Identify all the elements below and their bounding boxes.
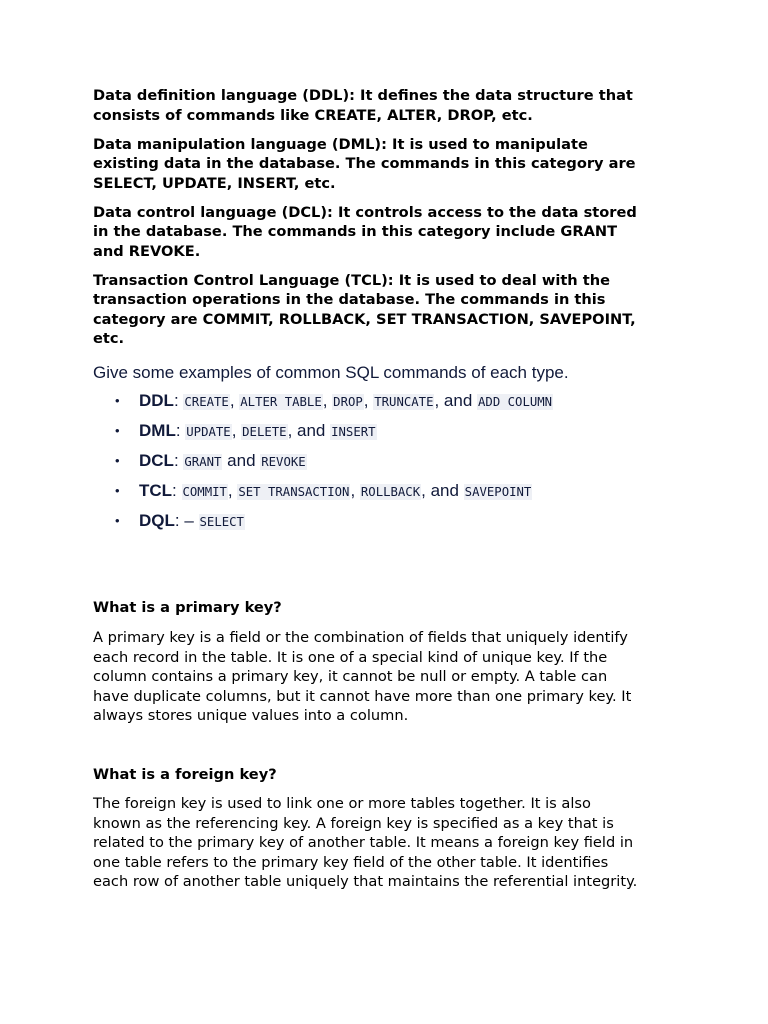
sql-command: SELECT xyxy=(199,514,244,529)
example-separator: : xyxy=(175,420,186,440)
sql-command: ADD COLUMN xyxy=(478,394,553,409)
example-item-dml xyxy=(115,420,673,442)
bullet-icon: • xyxy=(115,482,120,498)
example-separator: : xyxy=(173,390,184,410)
sql-command: GRANT xyxy=(184,454,222,469)
dcl-definition: Data control language (DCL): It controls access to the data stored in the database. The commands in this category include GRANT and REVOKE. xyxy=(93,203,637,260)
foreign-key-answer: The foreign key is used to link one or more tables together. It is also known as the referencing key. A foreign key is specified as a key that is related to the primary key of another table. It means a foreign key field in one table refers to the primary key field of the other table. It identifies each row of another table uniquely that maintains the referential integrity. xyxy=(93,795,638,890)
example-text: and xyxy=(222,450,261,470)
example-item-dcl xyxy=(115,450,673,472)
example-text: , and xyxy=(421,480,464,500)
sql-command: INSERT xyxy=(331,424,376,439)
example-term: DCL xyxy=(139,450,174,470)
bullet-icon: • xyxy=(115,392,120,408)
example-text: , and xyxy=(434,390,478,410)
example-text: , xyxy=(350,480,360,500)
example-term: TCL xyxy=(139,480,173,500)
foreign-key-question: What is a foreign key? xyxy=(93,766,277,783)
example-text: , and xyxy=(287,420,331,440)
bullet-icon: • xyxy=(115,422,120,438)
sql-command: SET TRANSACTION xyxy=(238,484,350,499)
bullet-icon: • xyxy=(115,452,120,468)
example-term: DML xyxy=(139,420,176,440)
example-text: – xyxy=(184,510,199,530)
example-separator: : xyxy=(174,510,185,530)
bullet-icon: • xyxy=(115,512,120,528)
document-page xyxy=(93,86,673,540)
tcl-definition: Transaction Control Language (TCL): It is used to deal with the transaction operations in the database. The commands in this category are COMMIT, ROLLBACK, SET TRANSACTION, SAVEPOINT, etc. xyxy=(93,271,636,347)
primary-key-question: What is a primary key? xyxy=(93,599,282,616)
example-text: , xyxy=(322,390,333,410)
sql-command: DELETE xyxy=(242,424,287,439)
example-separator: : xyxy=(172,480,182,500)
sql-command: ALTER TABLE xyxy=(240,394,322,409)
primary-key-answer: A primary key is a field or the combination of fields that uniquely identify each record in the table. It is one of a special kind of unique key. If the column contains a primary key, it cannot be null or empty. A table can have duplicate columns, but it cannot have more than one primary key. It always stores unique values into a column. xyxy=(93,629,632,724)
sql-command: REVOKE xyxy=(261,454,306,469)
example-item-ddl xyxy=(115,390,673,412)
sql-command: COMMIT xyxy=(182,484,227,499)
example-text: , xyxy=(231,420,242,440)
sql-command: CREATE xyxy=(184,394,229,409)
sql-command: SAVEPOINT xyxy=(464,484,532,499)
example-term: DDL xyxy=(139,390,174,410)
sql-command-examples-list xyxy=(93,390,673,532)
sql-command: ROLLBACK xyxy=(360,484,421,499)
example-text: , xyxy=(229,390,240,410)
example-text: , xyxy=(363,390,374,410)
example-term: DQL xyxy=(139,510,175,530)
example-item-dql xyxy=(115,510,673,532)
ddl-definition: Data definition language (DDL): It defines the data structure that consists of commands like CREATE, ALTER, DROP, etc. xyxy=(93,87,633,124)
dml-definition: Data manipulation language (DML): It is used to manipulate existing data in the database. The commands in this category are SELECT, UPDATE, INSERT, etc. xyxy=(93,135,636,192)
example-item-tcl xyxy=(115,480,673,502)
example-separator: : xyxy=(173,450,184,470)
example-text: , xyxy=(227,480,238,500)
examples-heading: Give some examples of common SQL commands of each type. xyxy=(93,362,569,382)
sql-command: TRUNCATE xyxy=(374,394,434,409)
sql-command: DROP xyxy=(333,394,363,409)
sql-command: UPDATE xyxy=(186,424,231,439)
